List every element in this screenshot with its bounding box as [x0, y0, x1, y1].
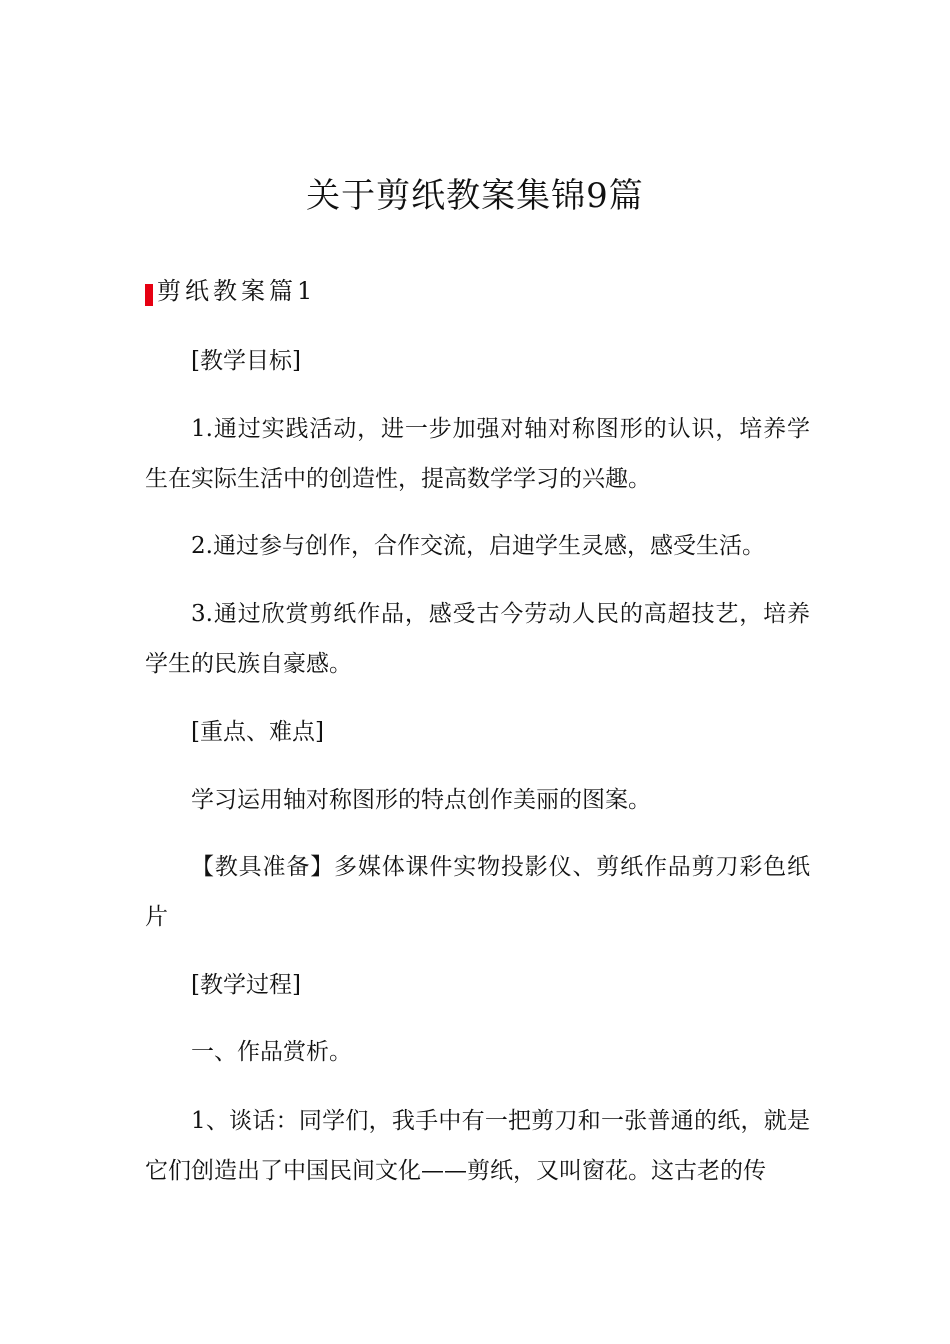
section-heading — [145, 274, 316, 308]
heading-teaching-goals: [教学目标] — [191, 348, 301, 374]
talk-paragraph: 1、谈话：同学们，我手中有一把剪刀和一张普通的纸，就是它们创造出了中国民间文化——剪纸，又叫窗花。这古老的传 — [145, 1108, 810, 1184]
document-title: 关于剪纸教案集锦9篇 — [306, 175, 644, 216]
goal-2-paragraph: 2.通过参与创作，合作交流，启迪学生灵感，感受生活。 — [191, 533, 765, 559]
heading-key-points: [重点、难点] — [191, 719, 324, 745]
goal-3-paragraph: 3.通过欣赏剪纸作品，感受古今劳动人民的高超技艺，培养学生的民族自豪感。 — [145, 601, 810, 677]
section-one-heading: 一、作品赏析。 — [191, 1039, 352, 1065]
heading-teaching-process: [教学过程] — [191, 972, 301, 998]
section-heading-text: 剪纸教案篇1 — [157, 277, 317, 305]
teaching-aids-paragraph: 【教具准备】多媒体课件实物投影仪、剪纸作品剪刀彩色纸片 — [145, 854, 810, 930]
goal-1-paragraph: 1.通过实践活动，进一步加强对轴对称图形的认识，培养学生在实际生活中的创造性，提高数学学习的兴趣。 — [145, 416, 810, 492]
section-marker — [145, 284, 153, 306]
key-points-paragraph: 学习运用轴对称图形的特点创作美丽的图案。 — [191, 787, 651, 813]
